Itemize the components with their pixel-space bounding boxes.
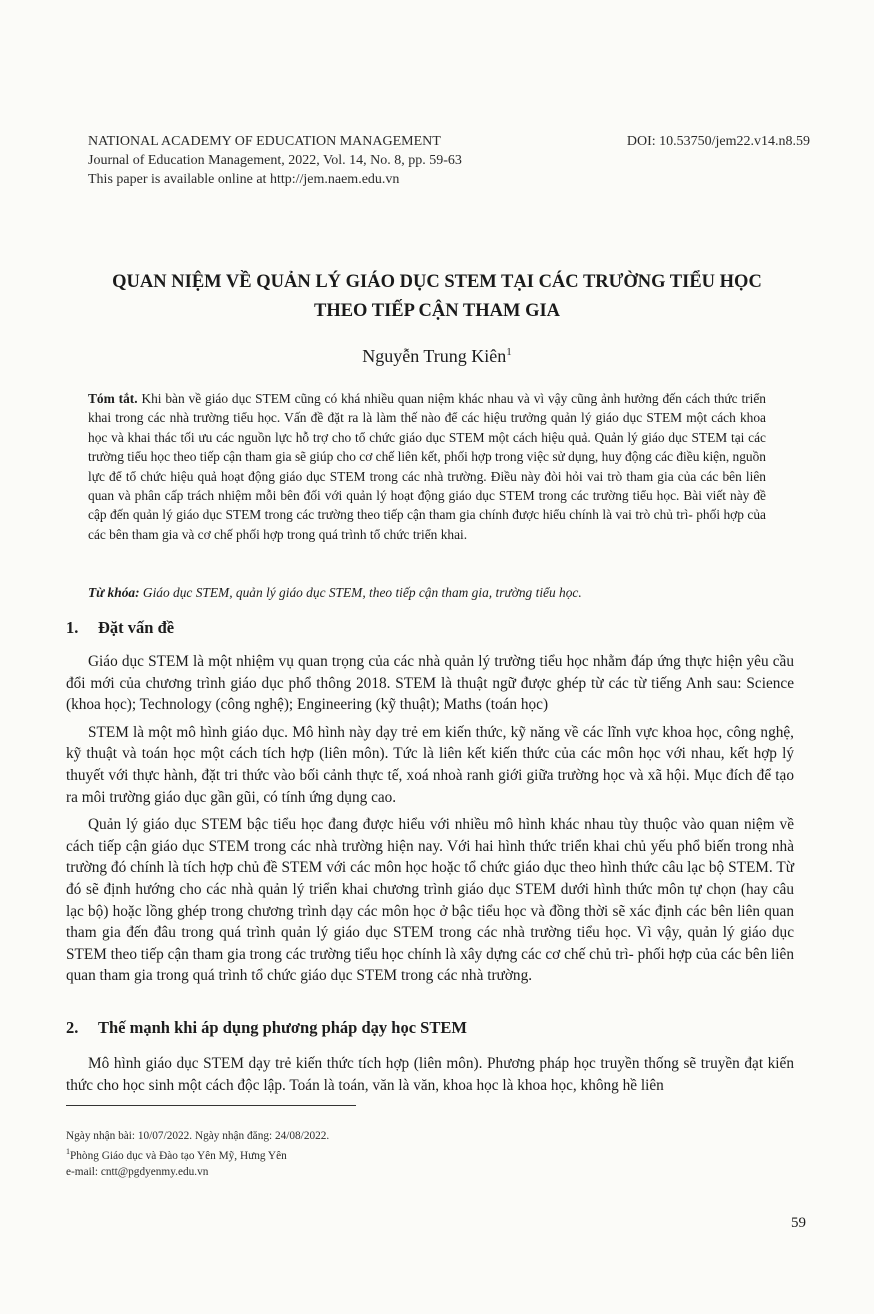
paper-title xyxy=(70,268,804,326)
abstract-label: Tóm tắt. xyxy=(88,391,138,406)
footnote-divider xyxy=(66,1105,356,1106)
title-line-2: THEO TIẾP CẬN THAM GIA xyxy=(313,301,561,321)
author-name: Nguyễn Trung Kiên xyxy=(362,346,507,366)
journal-citation: Journal of Education Management, 2022, Vol. 14, No. 8, pp. 59-63 xyxy=(88,153,462,168)
section-number: 2. xyxy=(66,1018,79,1037)
title-line-1: QUAN NIỆM VỀ QUẢN LÝ GIÁO DỤC STEM TẠI CÁC TRƯỜNG TIỂU HỌC xyxy=(112,272,762,292)
section-number: 1. xyxy=(66,618,79,637)
author-affiliation-mark: 1 xyxy=(506,346,512,358)
paragraph: Quản lý giáo dục STEM bậc tiểu học đang được hiểu với nhiều mô hình khác nhau tùy thuộc vào quan niệm về cách tiếp cận giáo dục STEM trong các nhà trường hiện nay. Với hai hình thức triển khai chủ yếu phổ biến trong nhà trường đó chính là tích hợp chủ đề STEM với các môn học hoặc tổ chức giáo dục theo hình thức câu lạc bộ STEM. Từ đó sẽ định hướng cho các nhà quản lý triển khai chương trình giáo dục STEM dưới hình thức môn tự chọn (hay câu lạc bộ) hoặc lồng ghép trong chương trình dạy các môn học ở bậc tiểu học và đồng thời sẽ xác định các bên liên quan tham gia đến đâu trong quá trình quản lý giáo dục STEM trong các nhà trường tiểu học. Vì vậy, quản lý giáo dục STEM theo tiếp cận tham gia trong các trường tiểu học chính là xây dựng các cơ chế chủ trì- phối hợp của các bên liên quan tham gia trong quá trình tổ chức giáo dục STEM trong các nhà trường. xyxy=(66,816,794,985)
email: e-mail: cntt@pgdyenmy.edu.vn xyxy=(66,1165,209,1178)
affiliation-text: Phòng Giáo dục và Đào tạo Yên Mỹ, Hưng Yên xyxy=(70,1149,287,1162)
journal-header xyxy=(88,132,608,189)
section-1-body xyxy=(66,651,794,993)
abstract xyxy=(88,389,766,544)
affiliation-footnote xyxy=(66,1144,566,1164)
section-heading-2 xyxy=(66,1017,467,1039)
section-title: Thế mạnh khi áp dụng phương pháp dạy học STEM xyxy=(98,1018,467,1037)
keywords xyxy=(88,583,766,602)
paragraph: Mô hình giáo dục STEM dạy trẻ kiến thức tích hợp (liên môn). Phương pháp học truyền thống sẽ truyền đạt kiến thức cho học sinh một cách độc lập. Toán là toán, văn là văn, khoa học là khoa học, không hề liên xyxy=(66,1055,794,1094)
section-2-body xyxy=(66,1053,794,1102)
author-line xyxy=(70,340,804,368)
received-dates: Ngày nhận bài: 10/07/2022. Ngày nhận đăng: 24/08/2022. xyxy=(66,1130,330,1142)
doi: DOI: 10.53750/jem22.v14.n8.59 xyxy=(626,134,810,149)
keywords-label: Từ khóa: xyxy=(88,585,140,600)
footnote-mark: 1 xyxy=(66,1147,70,1156)
keywords-text: Giáo dục STEM, quản lý giáo dục STEM, theo tiếp cận tham gia, trường tiểu học. xyxy=(142,585,582,600)
paragraph: STEM là một mô hình giáo dục. Mô hình này dạy trẻ em kiến thức, kỹ năng về các lĩnh vực khoa học, công nghệ, kỹ thuật và toán học một cách tích hợp (liên môn). Tức là liên kết kiến thức của các môn học với nhau, kết hợp lý thuyết với thực hành, đặt tri thức vào bối cảnh thực tế, xoá nhoà ranh giới giữa trường học và xã hội. Mục đích để tạo ra môi trường giáo dục gần gũi, có tính ứng dụng cao. xyxy=(66,723,794,806)
section-title: Đặt vấn đề xyxy=(98,618,175,637)
page-number: 59 xyxy=(791,1215,806,1231)
institution-name: NATIONAL ACADEMY OF EDUCATION MANAGEMENT xyxy=(88,134,441,149)
online-availability: This paper is available online at http://jem.naem.edu.vn xyxy=(88,172,400,187)
paragraph: Giáo dục STEM là một nhiệm vụ quan trọng của các nhà quản lý trường tiểu học nhằm đáp ứng thực hiện yêu cầu đổi mới của chương trình giáo dục phổ thông 2018. STEM là thuật ngữ được ghép từ các từ tiếng Anh sau: Science (khoa học); Technology (công nghệ); Engineering (kỹ thuật); Maths (toán học) xyxy=(66,653,794,714)
footnotes xyxy=(66,1128,566,1180)
abstract-text: Khi bàn về giáo dục STEM cũng có khá nhiều quan niệm khác nhau và vì vậy cũng ảnh hưởng đến cách thức triển khai trong các nhà trường tiểu học. Vấn đề đặt ra là làm thế nào để các hiệu trưởng quản lý giáo dục STEM một cách khoa học và khai thác tối ưu các nguồn lực hỗ trợ cho tổ chức giáo dục STEM một cách hiệu quả. Quản lý giáo dục STEM tại các trường tiểu học theo tiếp cận tham gia sẽ giúp cho cơ chế liên kết, phối hợp trong việc sử dụng, huy động các điều kiện, nguồn lực để tổ chức hiệu quả hoạt động giáo dục STEM trong các nhà trường. Điều này đòi hỏi vai trò tham gia của các bên liên quan và phân cấp trách nhiệm mỗi bên đối với quản lý hoạt động giáo dục STEM trong các trường tiểu học. Bài viết này đề cập đến quản lý giáo dục STEM trong các trường theo tiếp cận tham gia chính được hiểu chính là vai trò chủ trì- phối hợp của các bên tham gia và cơ chế phối hợp trong quá trình tổ chức triển khai. xyxy=(88,391,766,542)
section-heading-1 xyxy=(66,617,174,639)
